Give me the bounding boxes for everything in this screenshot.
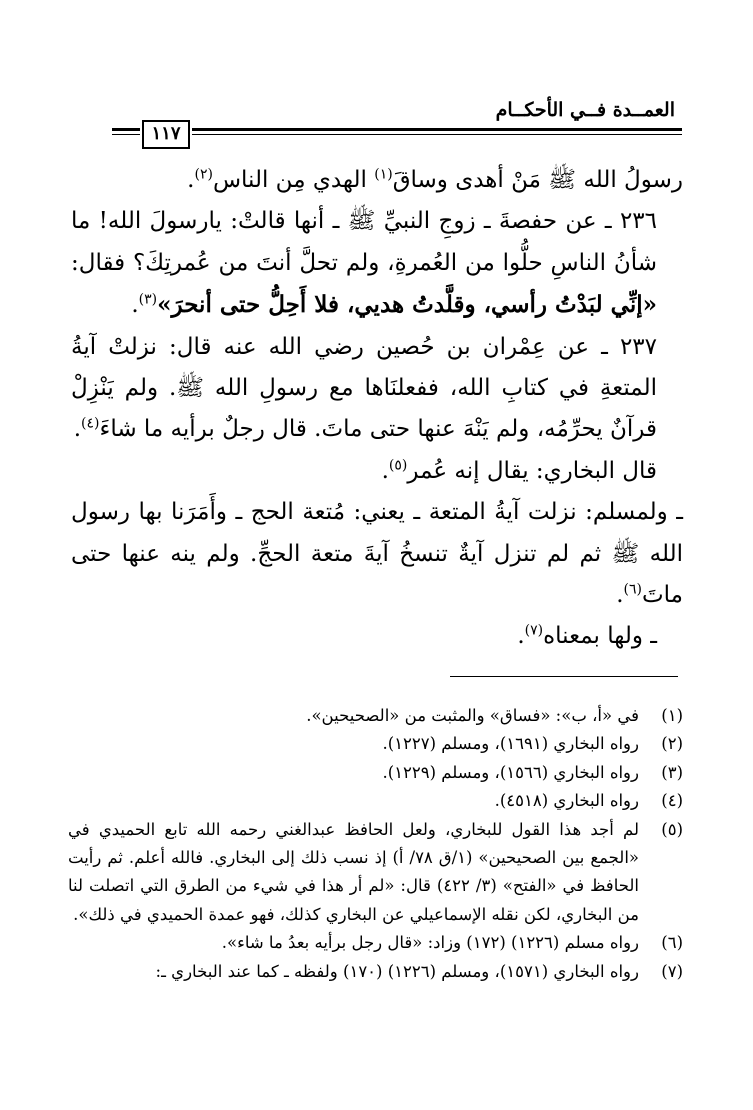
page-number: ١١٧ [142,120,190,149]
paragraph-continuation: رسولُ الله ﷺ مَنْ أهدى وساقَ$^{(١)}$ الهدي مِن الناس$^{(٢)}$. [187,166,683,193]
footnote-text: في «أ، ب»: «فساق» والمثبت من «الصحيحين». [306,706,639,725]
footnote-text: رواه البخاري (١٥٧١)، ومسلم (١٢٢٦) (١٧٠) ولفظه ـ كما عند البخاري ـ: [155,961,639,981]
hadith-quote: «إنِّي لبَدْتُ رأسي، وقلَّدتُ هديي، فلا أَحِلُّ حتى أنحرَ» [157,291,657,319]
footnote-number: (٥) [661,819,683,839]
footnote-ref: (٣) [138,291,158,308]
footnote-number: (١) [661,706,683,725]
footnote-item [68,929,683,957]
footnote-number: (٧) [661,961,683,981]
muslim-narration: ـ ولمسلم: نزلت آيةُ المتعة ـ يعني: مُتعة الحج ـ وأَمَرَنا بها رسول الله ﷺ ثم لم تنزل آيةٌ تنسخُ آيةَ متعة الحجِّ. ولم ينه عنها حتى ماتَ$^{(٦)}$. [71,499,683,609]
bukhari-note: قال البخاري: يقال إنه عُمر$^{(٥)}$. [381,457,657,484]
footnote-text: لم أجد هذا القول للبخاري، ولعل الحافظ عبدالغني رحمه الله تابع الحميدي في «الجمع بين الصحيحين» (١/ق ٧٨/ أ) إذ نسب ذلك إلى البخاري. فالله أعلم. ثم رأيت الحافظ في «الفتح» (٣/ ٤٢٢) قال: «لم أر هذا في شيء من الطرق التي اتصلت لنا من البخاري، لكن نقله الإسماعيلي عن البخاري كذلك، فهو عمدة الحميدي في ذلك». [68,819,640,924]
footnote-text: رواه البخاري (٤٥١٨). [494,791,639,811]
lahaa-narration: ـ ولها بمعناه$^{(٧)}$. [517,622,657,650]
hadith-237: ٢٣٧ ـ عن عِمْران بن حُصين رضي الله عنه قال: نزلتْ آيةُ المتعةِ في كتابِ الله، ففعلنَاها مع رسولِ الله ﷺ. ولم يَنْزِلْ قرآنٌ يحرِّمُه، ولم يَنْهَ عنها حتى ماتَ. قال رجلٌ برأيه ما شاءَ$^{(٤)}$. [71,333,657,443]
header-rule [112,124,682,154]
footnote-separator [450,676,678,677]
footnote-ref: (١) [374,166,393,183]
footnote-item [68,759,683,787]
running-title: العمــدة فــي الأحكــام [495,99,675,121]
footnote-text: رواه البخاري (١٥٦٦)، ومسلم (١٢٢٩). [382,762,639,782]
header-rule-line [112,134,140,135]
footnote-ref: (٤) [81,415,100,432]
footnote-text: رواه البخاري (١٦٩١)، ومسلم (١٢٢٧). [382,734,639,754]
hadith-236: ٢٣٦ ـ عن حفصةَ ـ زوجِ النبيِّ ﷺ ـ أنها قالتْ: يارسولَ الله! ما شأنُ الناسِ حلُّوا من العُمرةِ، ولم تحلَّ أنتَ من عُمرتِكَ؟ فقال: «إنِّي لبَدْتُ رأسي، وقلَّدتُ هديي، فلا أَحِلُّ حتى أنحرَ»$^{(٣)}$. [71,208,657,319]
footnote-ref: (٦) [623,581,643,598]
footnote-ref: (٢) [194,166,213,183]
header-rule-line [192,134,682,135]
footnote-item [68,787,683,815]
footnote-ref: (٥) [388,457,408,474]
main-text [71,160,683,658]
footnote-item [68,730,683,758]
footnote-number: (٢) [661,734,683,754]
header-rule-line [112,128,140,131]
footnote-ref: (٧) [524,622,544,639]
footnote-text: رواه مسلم (١٢٢٦) (١٧٢) وزاد: «قال رجل برأيه بعدُ ما شاء». [221,933,639,953]
footnote-number: (٣) [661,762,683,782]
footnote-number: (٦) [661,933,683,953]
footnote-item [68,958,683,986]
footnote-number: (٤) [661,791,683,811]
footnote-item [68,816,683,930]
footnotes [68,702,683,986]
footnote-item [68,702,683,730]
header-rule-line [192,128,682,131]
